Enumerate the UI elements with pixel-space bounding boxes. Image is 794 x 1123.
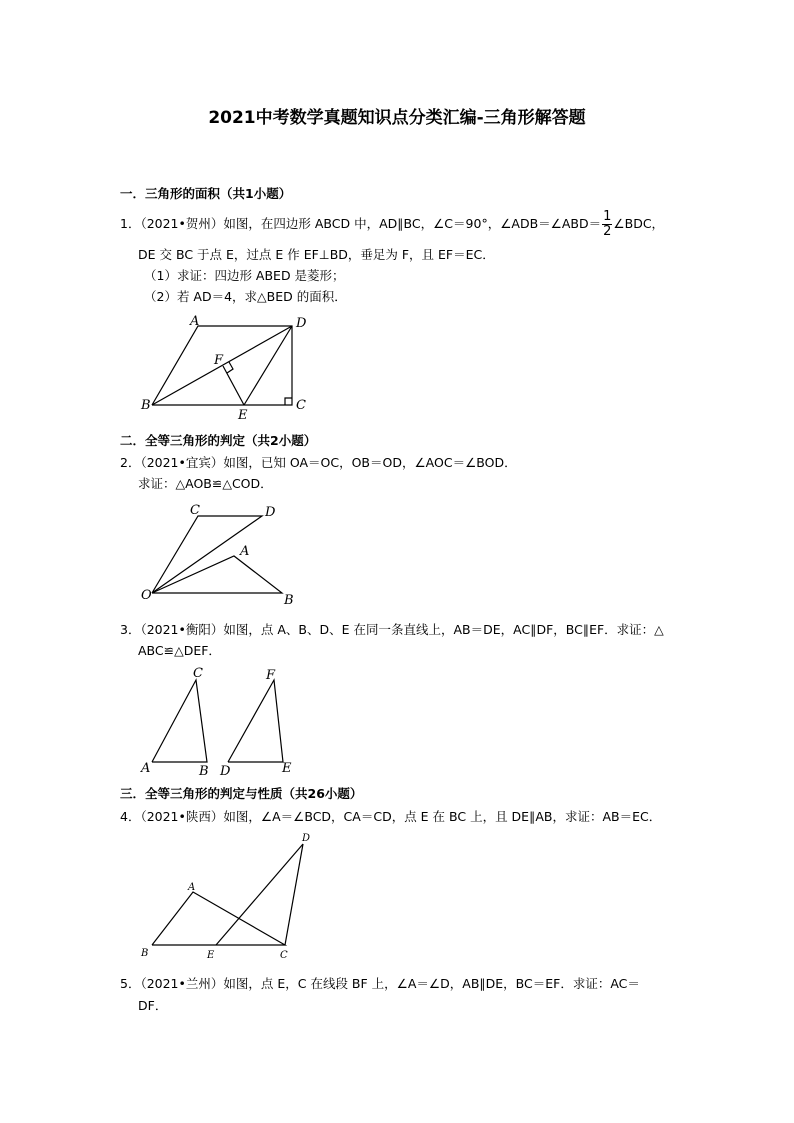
section-heading-1: 一．三角形的面积（共1小题） — [120, 186, 292, 201]
q1-label-c: C — [296, 398, 306, 413]
page-title: 2021中考数学真题知识点分类汇编-三角形解答题 — [208, 108, 586, 128]
q1-label-e: E — [238, 408, 248, 423]
q3-label-b: B — [199, 764, 209, 779]
q2-label-d: D — [265, 505, 276, 520]
q1-label-b: B — [141, 398, 151, 413]
q4-label-b: B — [141, 948, 149, 959]
q1-label-f: F — [214, 353, 224, 368]
q4-label-c: C — [280, 950, 288, 961]
q1-part1: （1）求证：四边形 ABED 是菱形； — [144, 268, 345, 283]
q4-triangle-abc — [152, 892, 285, 945]
section-heading-3: 三．全等三角形的判定与性质（共26小题） — [120, 786, 363, 801]
q2-label-a: A — [240, 544, 250, 559]
q1-part2: （2）若 AD＝4，求△BED 的面积． — [144, 289, 347, 304]
q3-label-d: D — [220, 764, 231, 779]
q3-label-c: C — [193, 666, 203, 681]
q2-label-c: C — [190, 503, 200, 518]
q2-label-b: B — [284, 593, 294, 608]
q1-label-d: D — [296, 316, 307, 331]
q3-line1: 3．（2021•衡阳）如图，点 A、B、D、E 在同一条直线上，AB＝DE，AC∥DF，BC∥EF．求证：△ — [120, 622, 664, 637]
fraction-denominator: 2 — [603, 224, 612, 239]
q3-label-f: F — [266, 668, 276, 683]
q1-text-b: ∠BDC， — [613, 216, 665, 231]
q1-text-a: 1．（2021•贺州）如图，在四边形 ABCD 中，AD∥BC，∠C＝90°，∠ADB＝∠ABD＝ — [120, 216, 602, 231]
q4-label-d: D — [302, 833, 311, 844]
q3-label-e: E — [282, 761, 292, 776]
q5-line2: DF． — [138, 998, 168, 1013]
q4-label-e: E — [207, 950, 215, 961]
q1-line2: DE 交 BC 于点 E，过点 E 作 EF⊥BD，垂足为 F，且 EF＝EC． — [138, 247, 495, 262]
q4-line1: 4．（2021•陕西）如图，∠A＝∠BCD，CA＝CD，点 E 在 BC 上，且 DE∥AB，求证：AB＝EC． — [120, 809, 662, 824]
q2-label-o: O — [141, 588, 152, 603]
q5-line1: 5．（2021•兰州）如图，点 E，C 在线段 BF 上，∠A＝∠D，AB∥DE，BC＝EF．求证：AC＝ — [120, 976, 640, 991]
q3-label-a: A — [141, 761, 151, 776]
q2-line1: 2．（2021•宜宾）如图，已知 OA＝OC，OB＝OD，∠AOC＝∠BOD． — [120, 455, 517, 470]
q2-line2: 求证：△AOB≌△COD． — [138, 476, 273, 491]
q1-label-a: A — [190, 314, 200, 329]
q3-line2: ABC≌△DEF． — [138, 643, 221, 658]
q4-label-a: A — [188, 882, 196, 893]
q4-segment-dc — [285, 844, 303, 945]
fraction-numerator: 1 — [603, 209, 612, 224]
section-heading-2: 二．全等三角形的判定（共2小题） — [120, 433, 317, 448]
